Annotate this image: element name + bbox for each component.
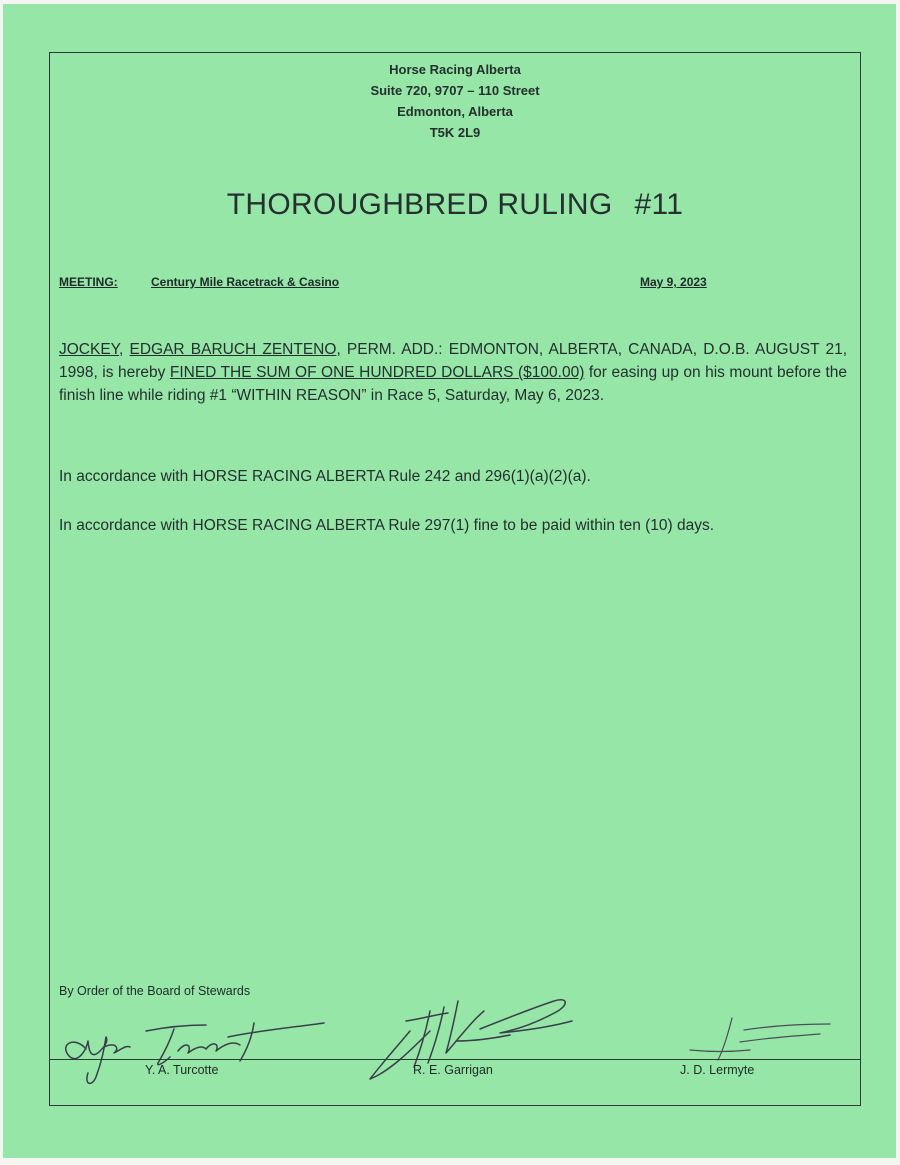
ruling-number: #11 [634, 188, 684, 221]
fine-amount: FINED THE SUM OF ONE HUNDRED DOLLARS ($100.00) [169, 364, 585, 381]
org-name: Horse Racing Alberta [389, 62, 521, 77]
document-border [49, 52, 861, 1106]
board-of-stewards-label: By Order of the Board of Stewards [59, 984, 251, 998]
signature-line [50, 1059, 860, 1060]
org-postal-code: T5K 2L9 [429, 125, 481, 140]
payment-rule: In accordance with HORSE RACING ALBERTA Rule 297(1) fine to be paid within ten (10) days. [59, 517, 715, 534]
org-address: Suite 720, 9707 – 110 Street [370, 83, 540, 98]
steward-name-garrigan: R. E. Garrigan [413, 1063, 493, 1077]
meeting-venue: Century Mile Racetrack & Casino [151, 275, 340, 289]
rule-reference: In accordance with HORSE RACING ALBERTA Rule 242 and 296(1)(a)(2)(a). [59, 468, 591, 485]
ruling-title-text: THOROUGHBRED RULING [226, 188, 613, 221]
ruling-document [3, 4, 896, 1158]
licensee-role: JOCKEY [59, 341, 120, 358]
signature-turcotte [56, 1001, 326, 1091]
org-city: Edmonton, Alberta [397, 104, 513, 119]
ruling-title [50, 188, 860, 222]
ruling-paragraph: JOCKEY, EDGAR BARUCH ZENTENO, PERM. ADD.: EDMONTON, ALBERTA, CANADA, D.O.B. AUGUST 21, 1998, is hereby FINED THE SUM OF ONE HUNDRED DOLLARS ($100.00) for easing up on his mount before the finish line while riding #1 “WITHIN REASON” in Race 5, Saturday, May 6, 2023. [59, 341, 847, 404]
meeting-date: May 9, 2023 [640, 275, 707, 289]
steward-name-turcotte: Y. A. Turcotte [145, 1063, 219, 1077]
licensee-name: EDGAR BARUCH ZENTENO [129, 341, 337, 358]
meeting-label: MEETING: [59, 275, 118, 289]
steward-name-lermyte: J. D. Lermyte [680, 1063, 755, 1077]
